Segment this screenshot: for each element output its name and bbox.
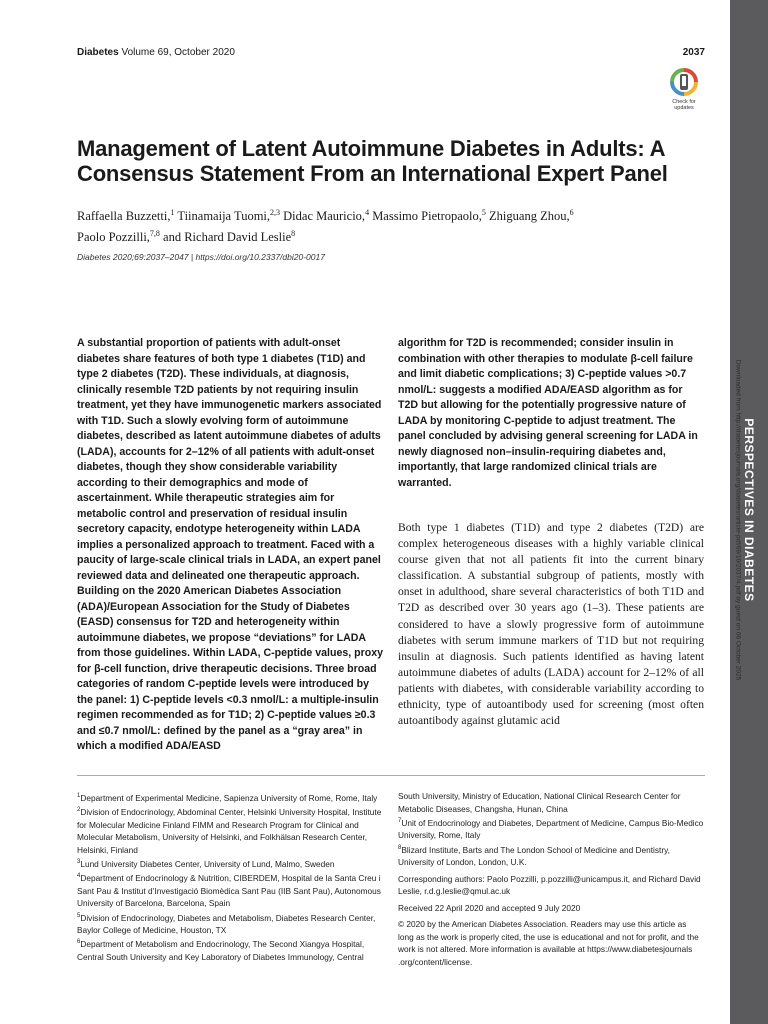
affiliation-item: $^6$Department of Metabolism and Endocrinology, The Second Xiangya Hospital, Central South University and Key Laboratory of Diabetes Immunology, Central <box>77 939 365 962</box>
footnote-divider <box>77 775 705 776</box>
author-affiliation: 6 <box>569 208 574 217</box>
author-affiliation: 2,3 <box>270 208 281 217</box>
author-name: Zhiguang Zhou, <box>489 209 570 224</box>
corresponding-authors[interactable]: Corresponding authors: Paolo Pozzilli, p.pozzilli@unicampus.it, and Richard David Leslie, r.d.g.leslie@qmul.ac.uk <box>398 873 701 897</box>
affiliation-item: $^8$Blizard Institute, Barts and The London School of Medicine and Dentistry, University of London, London, U.K. <box>398 844 670 868</box>
section-label-text: PERSPECTIVES IN DIABETES <box>742 418 756 602</box>
citation-doi[interactable]: Diabetes 2020;69:2037–2047 | https://doi.org/10.2337/dbi20-0017 <box>77 252 325 262</box>
received-accepted-dates: Received 22 April 2020 and accepted 9 July 2020 <box>398 902 581 913</box>
author-name: Raffaella Buzzetti, <box>77 209 171 224</box>
volume-info: Volume 69, October 2020 <box>121 47 235 58</box>
author-name: Tiinamaija Tuomi, <box>177 209 271 224</box>
affiliations-right <box>398 790 704 968</box>
author-name: Massimo Pietropaolo, <box>372 209 482 224</box>
journal-name: Diabetes <box>77 47 119 58</box>
author-list <box>77 204 677 246</box>
affiliation-item: $^7$Unit of Endocrinology and Diabetes, Department of Medicine, Campus Bio-Medico University, Rome, Italy <box>398 817 704 841</box>
running-header <box>77 47 705 63</box>
badge-line-1: Check for <box>672 99 696 105</box>
abstract-column-left: A substantial proportion of patients with adult-onset diabetes share features of both type 1 diabetes (T1D) and type 2 diabetes (T2D). These individuals, at diagnosis, clinically resemble T2D patients by not requiring insulin treatment, yet they have immunogenetic markers associated with T1D. Such a slowly evolving form of autoimmune diabetes, described as latent autoimmune diabetes of adults (LADA), accounts for 2–12% of all patients with adult-onset diabetes, though they show considerable variability according to their demographics and mode of ascertainment. While therapeutic strategies aim for metabolic control and preservation of residual insulin secretory capacity, endotype heterogeneity within LADA implies a personalized approach to treatment. Faced with a paucity of large-scale clinical trials in LADA, an expert panel reviewed data and delineated one therapeutic approach. Building on the 2020 American Diabetes Association (ADA)/European Association for the Study of Diabetes (EASD) consensus for T2D and heterogeneity within autoimmune diabetes, we propose “deviations” for LADA from those guidelines. Within LADA, C-peptide values, proxy for β-cell function, drive therapeutic decisions. Three broad categories of random C-peptide levels were introduced by the panel: 1) C-peptide levels <0.3 nmol/L: a multiple-insulin regimen recommended as for T1D; 2) C-peptide values ≥0.3 and ≤0.7 nmol/L: defined by the panel as a “gray area” in which a modified ADA/EASD <box>77 337 383 752</box>
author-affiliation: 4 <box>365 208 370 217</box>
affiliation-item: $^5$Division of Endocrinology, Diabetes and Metabolism, Diabetes Research Center, Baylor College of Medicine, Houston, TX <box>77 912 376 935</box>
affiliation-continued: South University, Ministry of Education, National Clinical Research Center for Metabolic Diseases, Changsha, Hunan, China <box>398 791 681 814</box>
article-title: Management of Latent Autoimmune Diabetes in Adults: A Consensus Statement From an International Expert Panel <box>77 136 668 186</box>
introduction-paragraph: Both type 1 diabetes (T1D) and type 2 diabetes (T2D) are complex heterogeneous diseases with a highly variable clinical course given that not all patients fit into the current binary classification. A substantial subgroup of patients, mostly with onset in adulthood, share several characteristics of both T1D and T2D as described over 30 years ago (1–3). These patients are considered to have a slowly progressive form of autoimmune diabetes with serum immune markers of T1D but not requiring insulin at diagnosis. Such patients identified as having latent autoimmune diabetes of adults (LADA) account for 2–12% of all patients with diabetes, with considerable variability according to ethnicity, type of autoantibody used for screening (most often autoantibody against glutamic acid <box>398 521 704 728</box>
download-watermark-text: Downloaded from http://diabetesjournals.org/diabetes/article-pdf/69/10/2037/4.pdf by guest on 06 October 2025 <box>734 359 742 681</box>
author-affiliation: 7,8 <box>149 229 160 239</box>
check-for-updates-badge[interactable] <box>664 68 704 120</box>
author-affiliation: 8 <box>291 229 296 239</box>
affiliation-item: $^1$Department of Experimental Medicine, Sapienza University of Rome, Rome, Italy <box>77 792 378 803</box>
abstract-column-right: algorithm for T2D is recommended; consider insulin in combination with other therapies to modulate β-cell failure and limit diabetic complications; 3) C-peptide values >0.7 nmol/L: suggests a modified ADA/EASD algorithm as for T2D but allowing for the potentially progressive nature of LADA by monitoring C-peptide to adjust treatment. The panel concluded by advising general screening for LADA in newly diagnosed non–insulin-requiring diabetes and, importantly, that large randomized clinical trials are warranted. <box>398 337 698 489</box>
download-watermark <box>726 285 750 755</box>
author-affiliation: 5 <box>481 208 486 217</box>
author-affiliation: 1 <box>170 208 175 217</box>
copyright-notice[interactable]: © 2020 by the American Diabetes Association. Readers may use this article as long as the work is properly cited, the use is educational and not for profit, and the work is not altered. More information is available at https://www.diabetesjournals .org/content/license. <box>398 919 699 967</box>
author-name: and Richard David Leslie <box>163 230 292 245</box>
author-name: Didac Mauricio, <box>283 209 366 224</box>
page-number: 2037 <box>682 47 705 58</box>
affiliation-item: $^3$Lund University Diabetes Center, University of Lund, Malmo, Sweden <box>77 858 335 869</box>
badge-line-2: updates <box>674 105 694 111</box>
affiliation-item: $^4$Department of Endocrinology & Nutrition, CIBERDEM, Hospital de la Santa Creu i Sant Pau & Institut d’Investigació Biomèdica Sant Pau (IIB Sant Pau), Autonomous University of Barcelona, Barcelona, Spain <box>77 873 381 909</box>
affiliation-item: $^2$Division of Endocrinology, Abdominal Center, Helsinki University Hospital, Institute for Molecular Medicine Finland FIMM and Research Program for Clinical and Molecular Metabolism, University of Helsinki, and Folkhälsan Research Center, Helsinki, Finland <box>77 807 382 855</box>
author-name: Paolo Pozzilli, <box>77 230 150 245</box>
affiliations-left <box>77 790 383 963</box>
check-updates-icon <box>670 68 698 98</box>
